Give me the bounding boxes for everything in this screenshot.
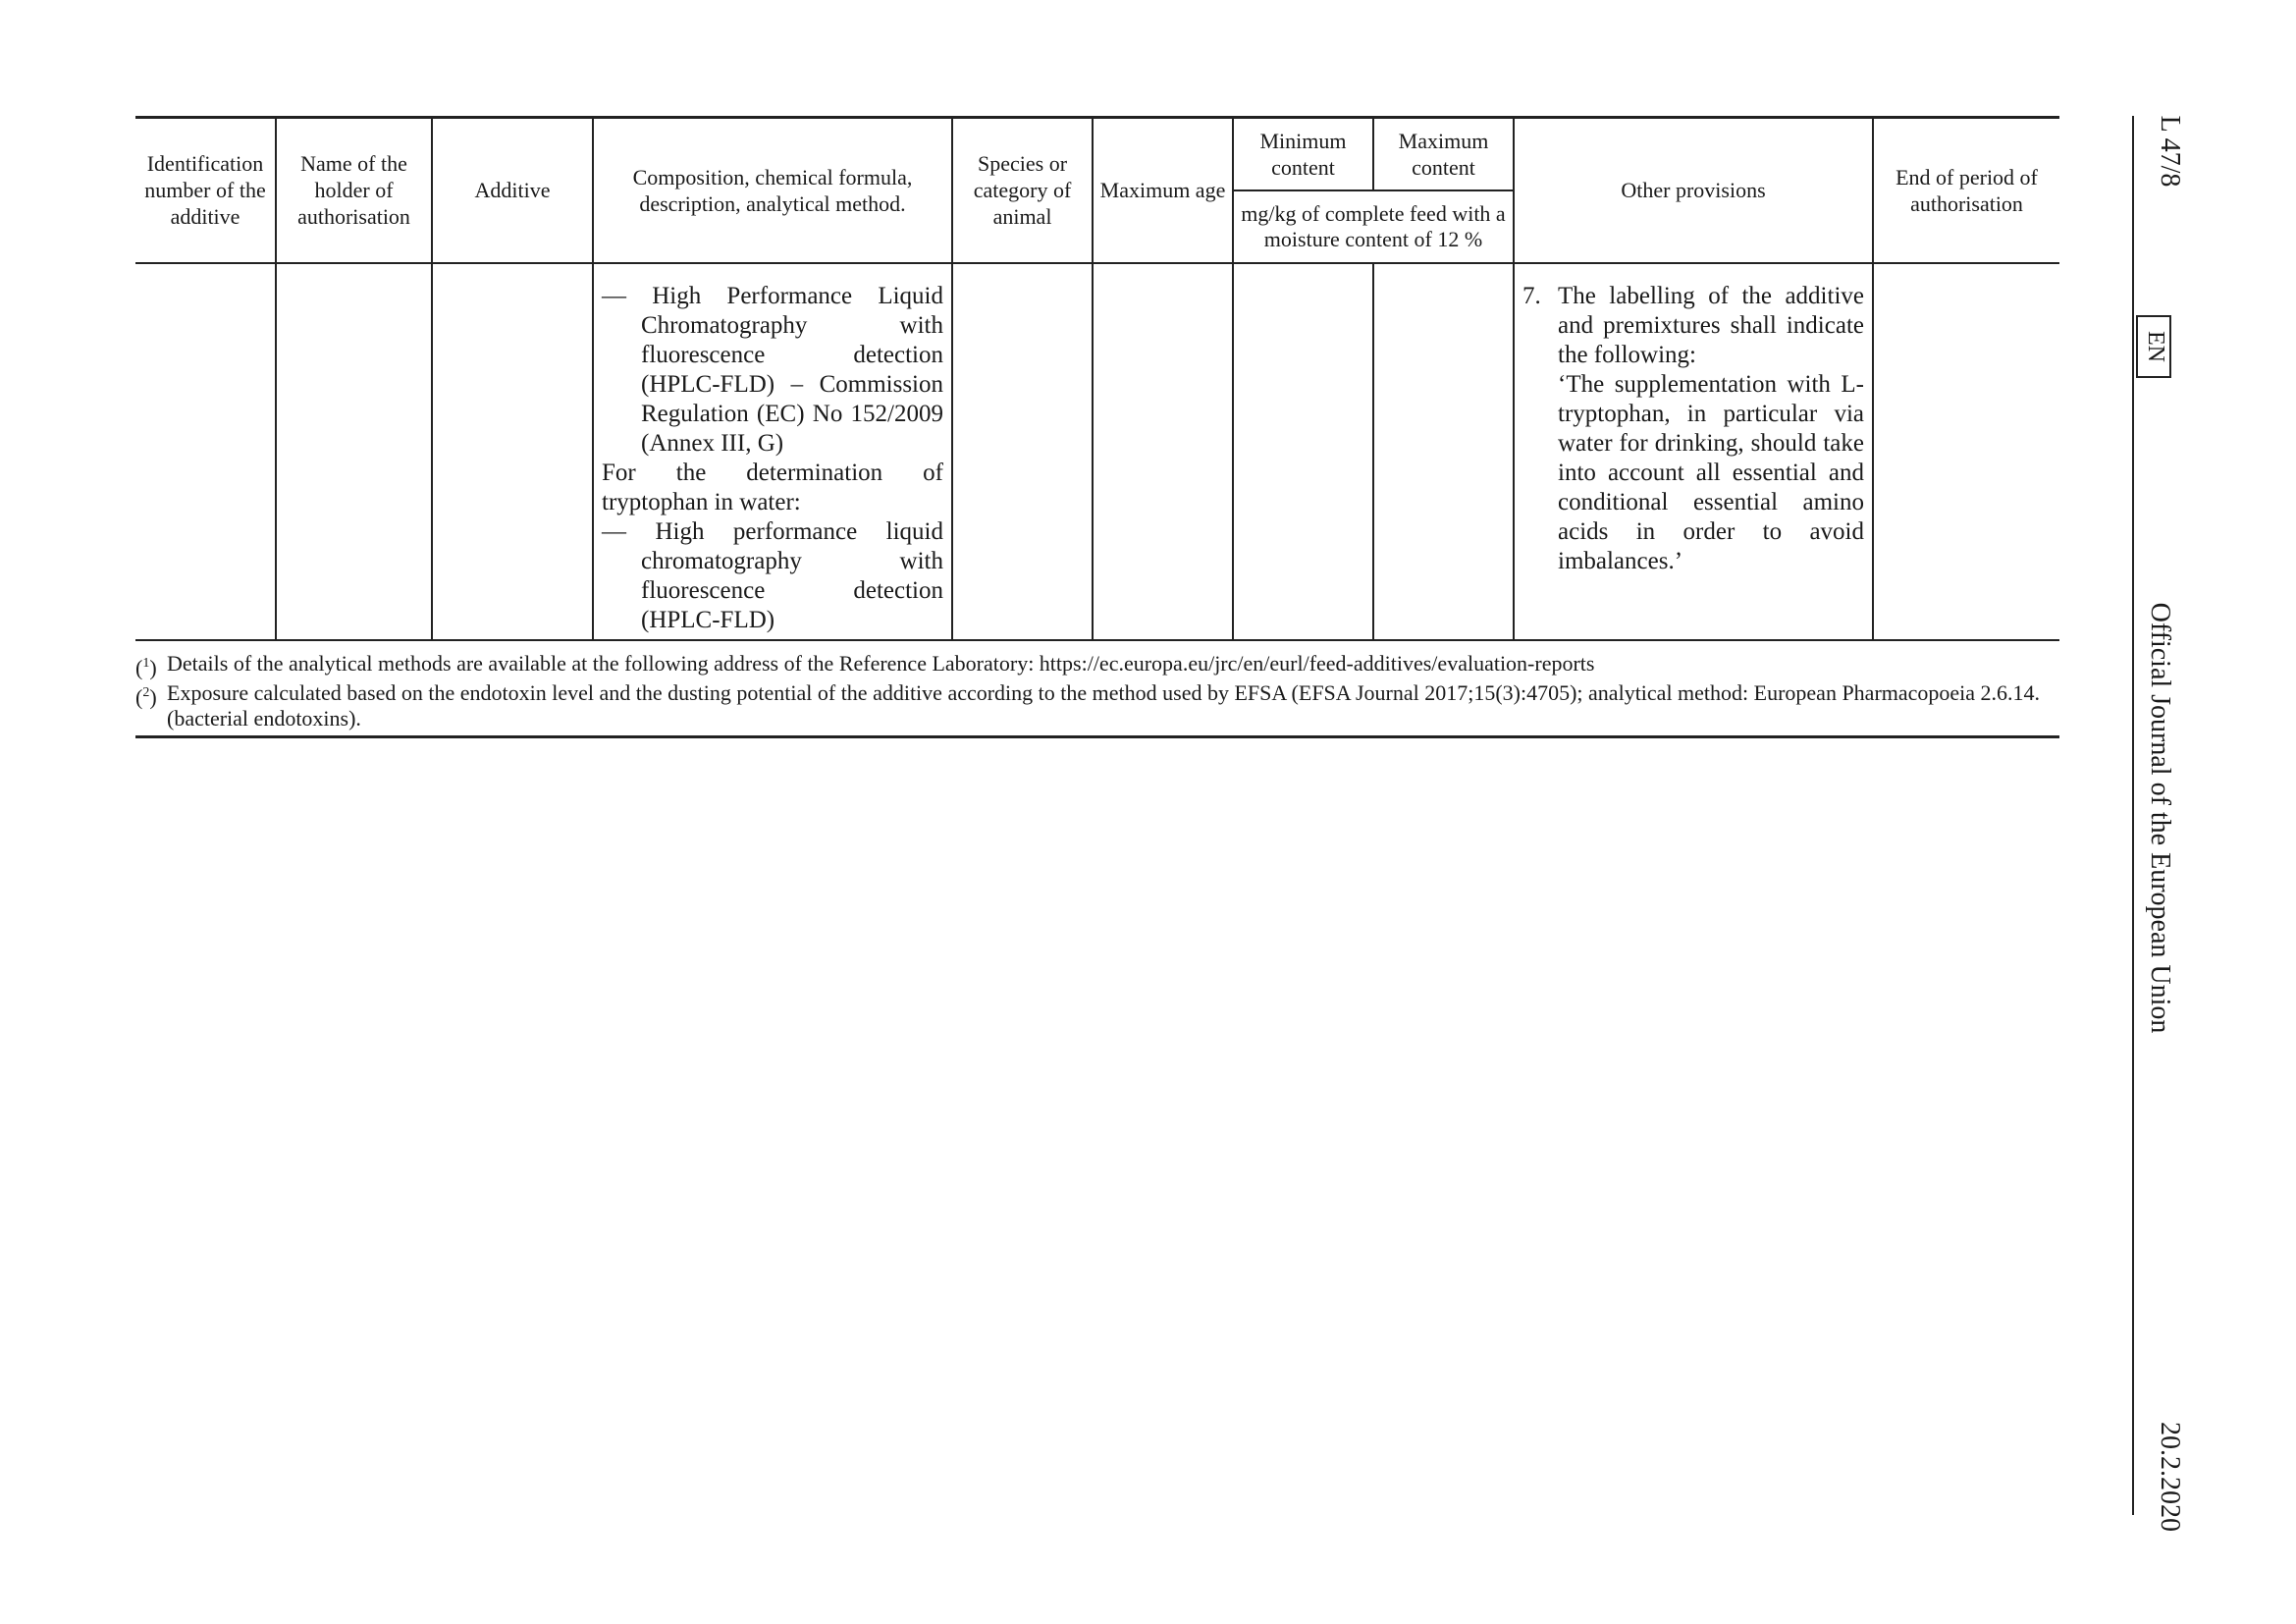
header-holder: Name of the holder of authorisation [276,118,432,263]
header-additive: Additive [432,118,593,263]
provision-text: The labelling of the additive and premixtures shall indicate the following: [1558,282,1864,368]
margin-divider [2132,116,2134,1515]
page-reference: L 47/8 [2155,115,2185,188]
footnotes [135,641,2059,738]
cell-maximum-age [1093,263,1233,640]
table-row [135,263,2059,640]
footnote: ($^1$) Details of the analytical methods are available at the following address of the Reference Laboratory: https://ec.europa.eu/jrc/en/eurl/feed-additives/evaluation-reports [135,651,2059,680]
header-maximum-content: Maximum content [1373,118,1514,190]
cell-identification [135,263,276,640]
header-species: Species or category of animal [952,118,1093,263]
header-content-unit: mg/kg of complete feed with a moisture content of 12 % [1233,190,1514,263]
header-other-provisions: Other provisions [1514,118,1873,263]
additive-table [135,116,2059,641]
cell-additive [432,263,593,640]
method-item-hplc-feed: — High Performance Liquid Chromatography with fluorescence detection (HPLC-FLD) – Commission Regulation (EC) No 152/2009 (Annex III, G) [602,282,943,457]
header-identification: Identification number of the additive [135,118,276,263]
annex-table-block [135,116,2059,738]
cell-species [952,263,1093,640]
cell-maximum-content [1373,263,1514,640]
method-item-hplc-water: — High performance liquid chromatography with fluorescence detection (HPLC-FLD) [602,517,943,633]
publication-date: 20.2.2020 [2155,1422,2185,1532]
header-maximum-age: Maximum age [1093,118,1233,263]
journal-title: Official Journal of the European Union [2145,602,2175,1034]
header-end-of-period: End of period of authorisation [1873,118,2059,263]
method-intro-water: For the determination of tryptophan in water: [602,459,943,515]
footnote-text: Details of the analytical methods are available at the following address of the Reference Laboratory: https://ec.europa.eu/jrc/en/eurl/feed-additives/evaluation-reports [167,650,1595,676]
footnote: ($^2$) Exposure calculated based on the endotoxin level and the dusting potential of the additive according to the method used by EFSA (EFSA Journal 2017;15(3):4705); analytical method: European Pharmacopoeia 2.6.14. (bacterial endotoxins). [135,680,2059,731]
footnote-marker: 1 [142,655,150,671]
language-badge: EN [2136,315,2171,378]
provision-number: 7. [1522,282,1541,309]
cell-composition [593,263,952,640]
cell-minimum-content [1233,263,1373,640]
provision-item [1522,282,1864,576]
cell-other-provisions [1514,263,1873,640]
footnote-text: Exposure calculated based on the endotoxin level and the dusting potential of the additive according to the method used by EFSA (EFSA Journal 2017;15(3):4705); analytical method: European Pharmacopoeia 2.6.14. (bacterial endotoxins). [167,679,2041,731]
footnote-marker: 2 [142,684,150,700]
cell-holder [276,263,432,640]
header-composition: Composition, chemical formula, description, analytical method. [593,118,952,263]
provision-quote: ‘The supplementation with L-tryptophan, in particular via water for drinking, should take into account all essential and conditional essential amino acids in order to avoid imbalances.’ [1558,370,1864,574]
cell-end-of-period [1873,263,2059,640]
header-minimum-content: Minimum content [1233,118,1373,190]
